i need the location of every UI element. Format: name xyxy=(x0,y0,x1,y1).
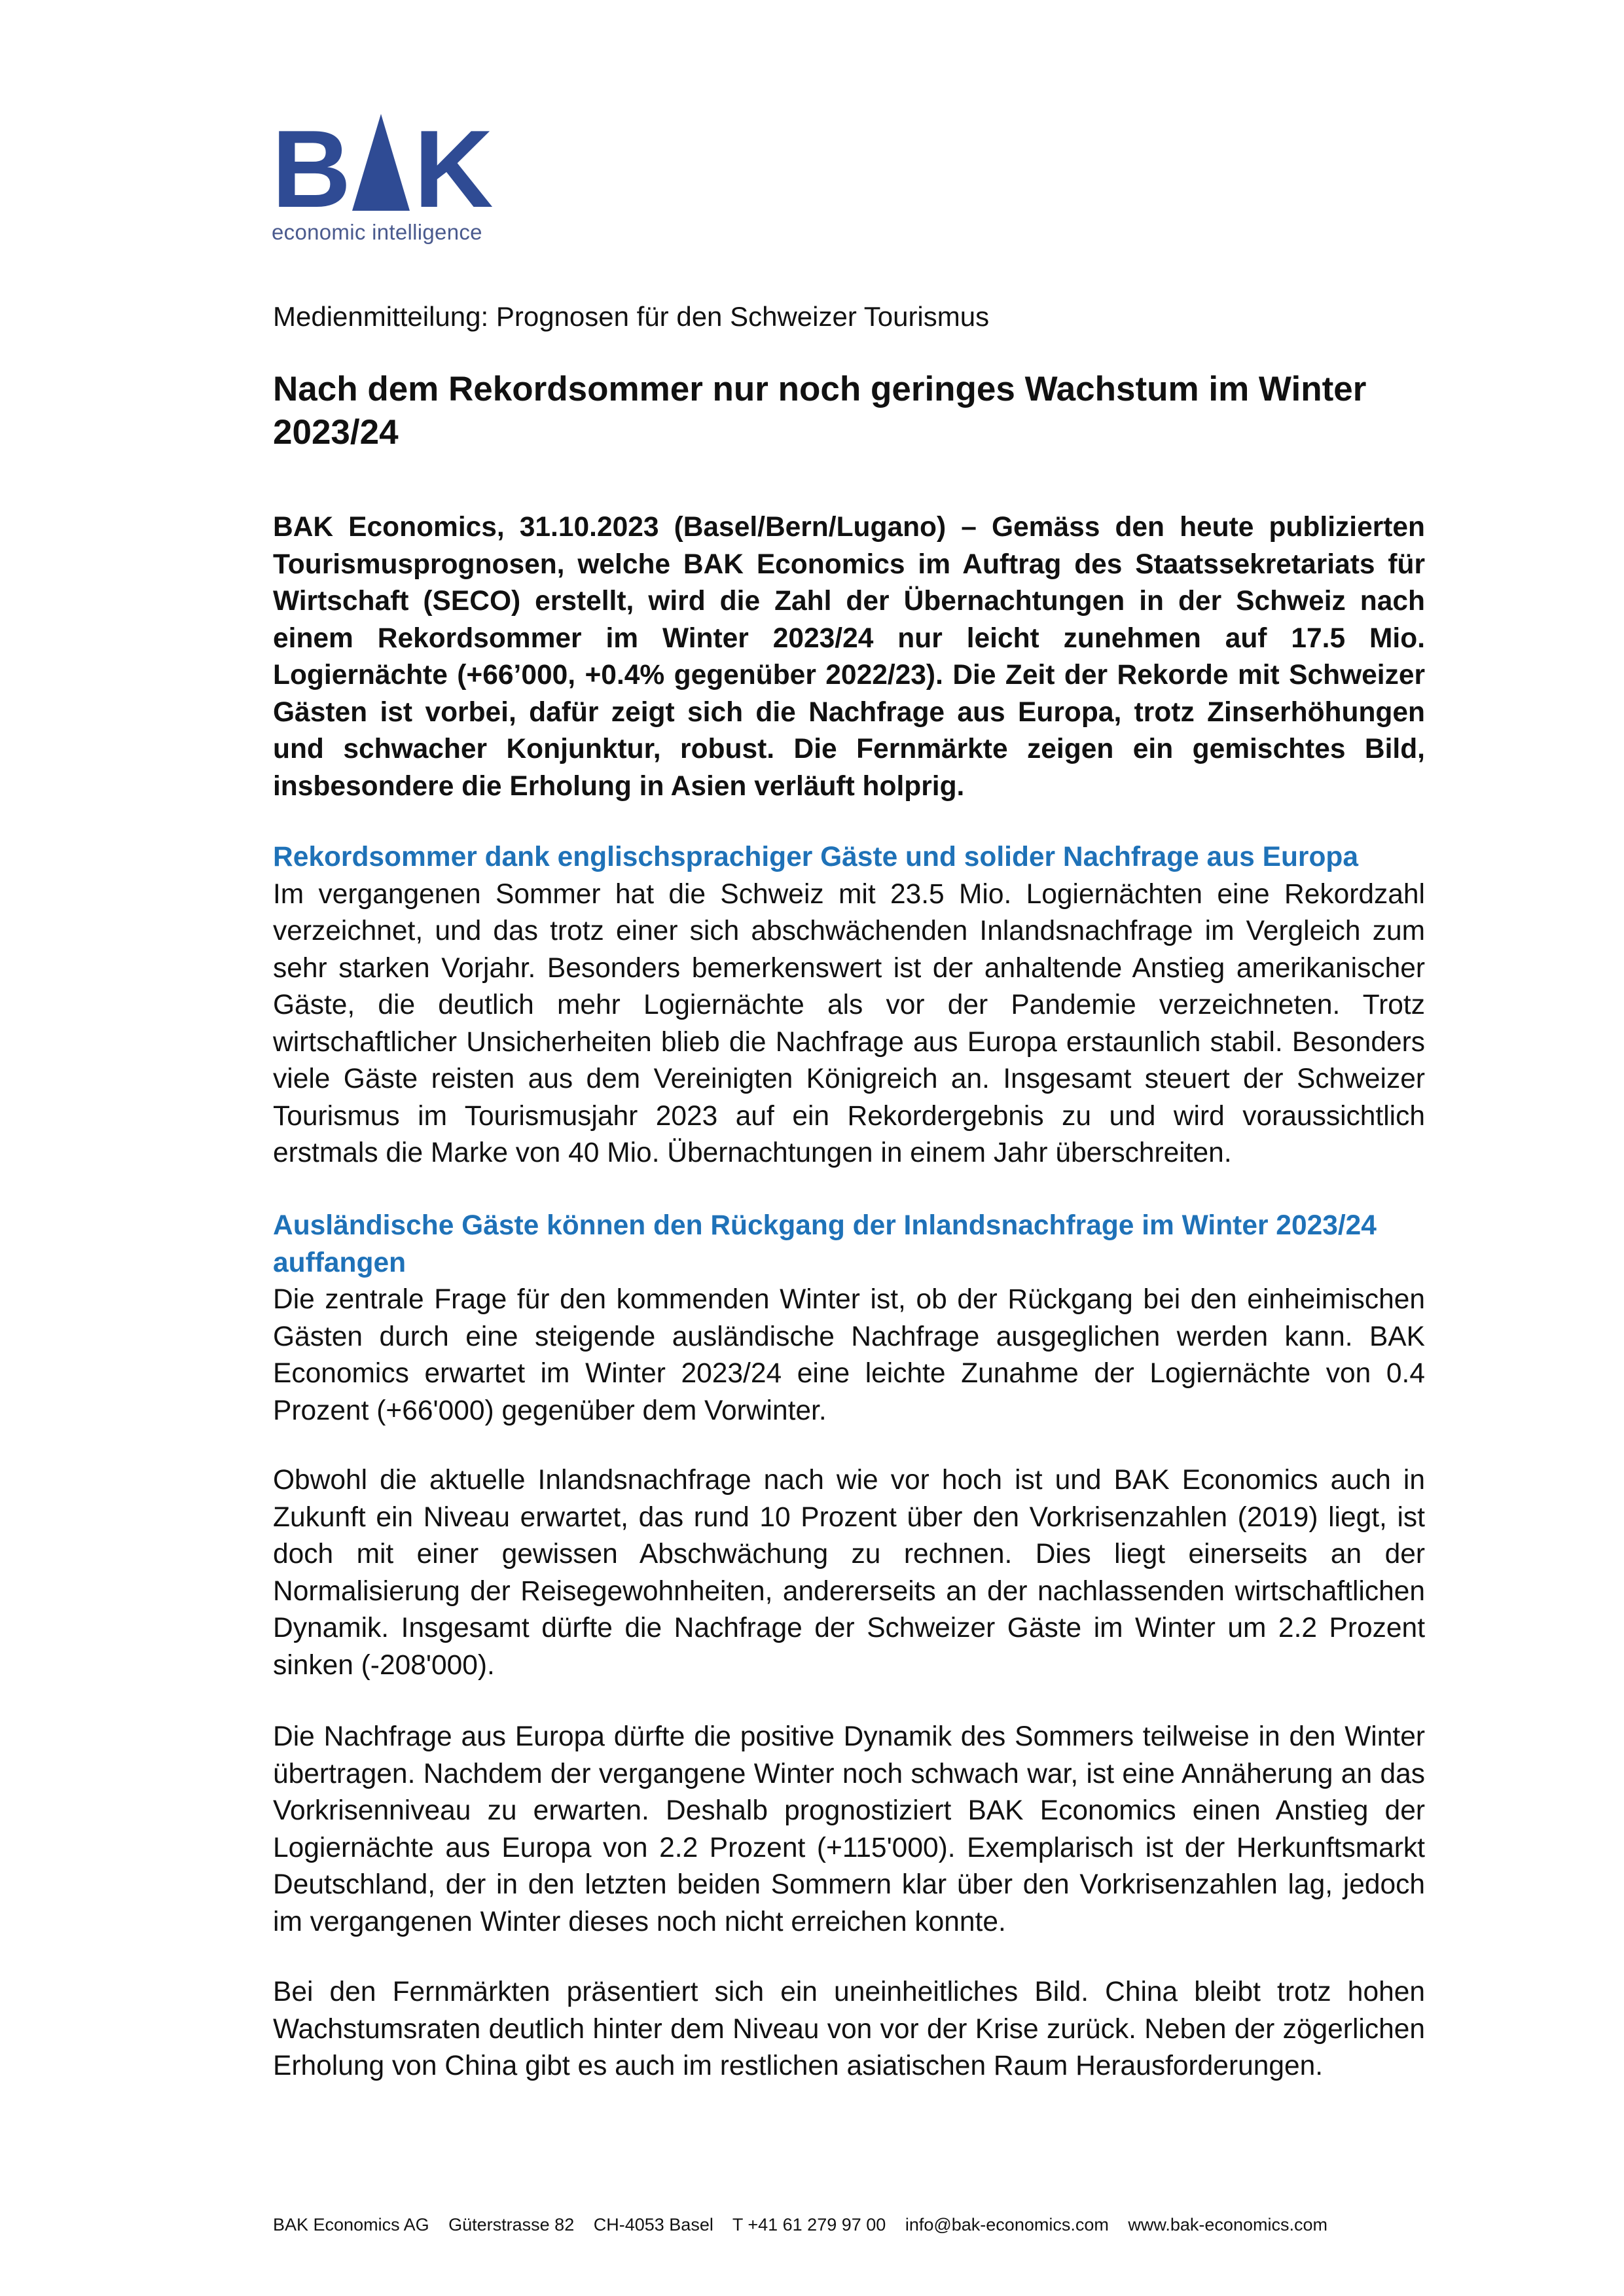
paragraph: Die zentrale Frage für den kommenden Winter ist, ob der Rückgang bei den einheimischen Gästen durch eine steigende ausländische Nachfrage ausgeglichen werden kann. BAK Economics erwartet im Winter 2023/24 eine leichte Zunahme der Logiernächte von 0.4 Prozent (+66'000) gegenüber dem Vorwinter. xyxy=(273,1284,1425,1426)
footer-company: BAK Economics AG xyxy=(273,2215,429,2234)
section-1 xyxy=(273,839,1425,1172)
page-title: Nach dem Rekordsommer nur noch geringes Wachstum im Winter 2023/24 xyxy=(273,370,1367,452)
bak-logo xyxy=(272,107,491,245)
footer xyxy=(273,2215,1342,2235)
paragraph: Obwohl die aktuelle Inlandsnachfrage nach wie vor hoch ist und BAK Economics auch in Zukunft ein Niveau erwartet, das rund 10 Prozent über den Vorkrisenzahlen (2019) liegt, ist doch mit einer gewissen Abschwächung zu rechnen. Dies liegt einerseits an der Normalisierung der Reisegewohnheiten, andererseits an der nachlassenden wirtschaftlichen Dynamik. Insgesamt dürfte die Nachfrage der Schweizer Gäste im Winter um 2.2 Prozent sinken (-208'000). xyxy=(273,1465,1425,1681)
section-heading: Rekordsommer dank englischsprachiger Gäste und solider Nachfrage aus Europa xyxy=(273,842,1358,872)
footer-phone: T +41 61 279 97 00 xyxy=(732,2215,886,2234)
section-heading: Ausländische Gäste können den Rückgang der Inlandsnachfrage im Winter 2023/24 auffangen xyxy=(273,1210,1377,1278)
footer-website[interactable]: www.bak-economics.com xyxy=(1128,2215,1327,2234)
section-2 xyxy=(273,1208,1425,1429)
paragraph: Im vergangenen Sommer hat die Schweiz mit 23.5 Mio. Logiernächten eine Rekordzahl verzeichnet, und das trotz einer sich abschwächenden Inlandsnachfrage im Vergleich zum sehr starken Vorjahr. Besonders bemerkenswert ist der anhaltende Anstieg amerikanischer Gäste, die deutlich mehr Logiernächte als vor der Pandemie verzeichneten. Trotz wirtschaftlicher Unsicherheiten blieb die Nachfrage aus Europa erstaunlich stabil. Besonders viele Gäste reisten aus dem Vereinigten Königreich an. Insgesamt steuert der Schweizer Tourismus im Tourismusjahr 2023 auf ein Rekordergebnis zu und wird voraussichtlich erstmals die Marke von 40 Mio. Übernachtungen in einem Jahr überschreiten. xyxy=(273,878,1425,1168)
paragraph: Bei den Fernmärkten präsentiert sich ein uneinheitliches Bild. China bleibt trotz hohen Wachstumsraten deutlich hinter dem Niveau von vor der Krise zurück. Neben der zögerlichen Erholung von China gibt es auch im restlichen asiatischen Raum Herausforderungen. xyxy=(273,1977,1425,2081)
kicker: Medienmitteilung: Prognosen für den Schweizer Tourismus xyxy=(273,301,990,332)
logo-tagline: economic intelligence xyxy=(272,220,482,244)
footer-email[interactable]: info@bak-economics.com xyxy=(905,2215,1109,2234)
footer-street: Güterstrasse 82 xyxy=(448,2215,575,2234)
lead-paragraph: BAK Economics, 31.10.2023 (Basel/Bern/Lugano) – Gemäss den heute publizierten Tourismusprognosen, welche BAK Economics im Auftrag des Staatssekretariats für Wirtschaft (SECO) erstellt, wird die Zahl der Übernachtungen in der Schweiz nach einem Rekordsommer im Winter 2023/24 nur leicht zunehmen auf 17.5 Mio. Logiernächte (+66’000, +0.4% gegenüber 2022/23). Die Zeit der Rekorde mit Schweizer Gästen ist vorbei, dafür zeigt sich die Nachfrage aus Europa, trotz Zinserhöhungen und schwacher Konjunktur, robust. Die Fernmärkte zeigen ein gemischtes Bild, insbesondere die Erholung in Asien verläuft holprig. xyxy=(273,512,1425,802)
paragraph: Die Nachfrage aus Europa dürfte die positive Dynamik des Sommers teilweise in den Winter übertragen. Nachdem der vergangene Winter noch schwach war, ist eine Annäherung an das Vorkrisenniveau zu erwarten. Deshalb prognostiziert BAK Economics einen Anstieg der Logiernächte aus Europa von 2.2 Prozent (+115'000). Exemplarisch ist der Herkunftsmarkt Deutschland, der in den letzten beiden Sommern klar über den Vorkrisenzahlen lag, jedoch im vergangenen Winter dieses noch nicht erreichen konnte. xyxy=(273,1721,1425,1937)
logo-mark: B K xyxy=(272,107,491,230)
footer-city: CH-4053 Basel xyxy=(593,2215,713,2234)
logo-a-triangle xyxy=(352,114,410,211)
